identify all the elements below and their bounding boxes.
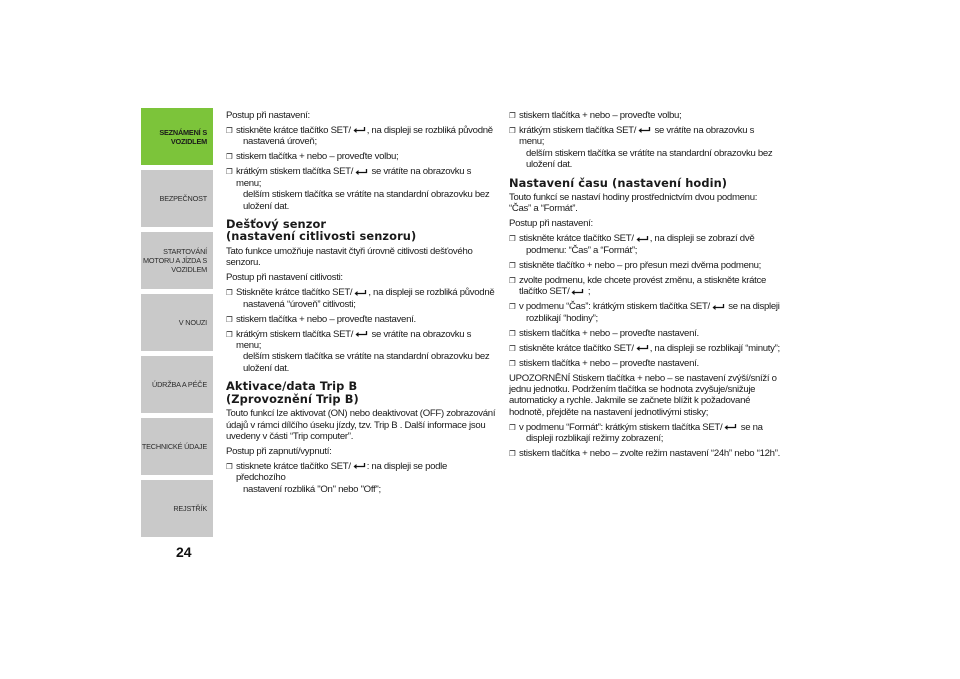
tab-udrzba[interactable] bbox=[141, 356, 213, 413]
body-text: Touto funkcí lze aktivovat (ON) nebo deaktivovat (OFF) zobrazování údajů v rámci dílčího úseku jízdy, tzv. Trip B . Další informace jsou uvedeny v části “Trip computer”. bbox=[226, 408, 496, 442]
list-item: ❐ stiskem tlačítka + nebo – proveďte volbu; bbox=[509, 110, 781, 121]
tab-bezpecnost[interactable] bbox=[141, 170, 213, 227]
list-item: ❐ stiskněte krátce tlačítko SET/ , na displeji se zobrazí dvě podmenu: “Čas” a “Formát”; bbox=[509, 233, 781, 256]
intro-text: Postup při nastavení: bbox=[226, 110, 310, 121]
return-arrow-icon bbox=[352, 126, 366, 134]
return-arrow-icon bbox=[353, 289, 367, 297]
chapter-sidebar bbox=[141, 108, 213, 542]
list-item: ❐ Stiskněte krátce tlačítko SET/ , na displeji se rozbliká původně nastavená “úroveň” citlivosti; bbox=[226, 287, 498, 310]
left-column bbox=[226, 110, 498, 499]
list-item: ❐ zvolte podmenu, kde chcete provést změnu, a stiskněte krátce tlačítko SET/ ; bbox=[509, 275, 781, 298]
return-arrow-icon bbox=[570, 288, 584, 296]
return-arrow-icon bbox=[635, 235, 649, 243]
tab-startovani[interactable] bbox=[141, 232, 213, 289]
body-text: Postup při nastavení: bbox=[509, 218, 593, 230]
list-item: ❐ krátkým stiskem tlačítka SET/ se vrátíte na obrazovku s menu; delším stiskem tlačítka se vrátíte na standardní obrazovku bez uložení dat. bbox=[226, 166, 498, 212]
tab-technicke-udaje[interactable] bbox=[141, 418, 213, 475]
tab-label: REJSTŘÍK bbox=[173, 504, 207, 513]
section-heading-clock: Nastavení času (nastavení hodin) bbox=[509, 175, 728, 190]
section-heading-trip-b: Aktivace/data Trip B (Zprovoznění Trip B) bbox=[226, 379, 359, 406]
list-item: ❐ stiskněte tlačítko + nebo – pro přesun mezi dvěma podmenu; bbox=[509, 260, 781, 271]
list-item: ❐ stiskem tlačítka + nebo – zvolte režim nastavení “24h” nebo “12h”. bbox=[509, 448, 781, 459]
tab-label: V NOUZI bbox=[178, 318, 207, 327]
return-arrow-icon bbox=[635, 344, 649, 352]
return-arrow-icon bbox=[637, 126, 651, 134]
list-item: ❐ v podmenu “Formát”: krátkým stiskem tlačítka SET/ se na displeji rozblikají režimy zobrazení; bbox=[509, 422, 781, 445]
list-item: ❐ stiskněte krátce tlačítko SET/ , na displeji se rozbliká původně nastavená úroveň; bbox=[226, 125, 498, 148]
note-text: UPOZORNĚNÍ Stiskem tlačítka + nebo – se nastavení zvýší/sníží o jednu jednotku. Podržením tlačítka se hodnota zvyšuje/snižuje automaticky a rychle. Jakmile se začnete blížit k požadované hodnotě, přejděte na nastavení jednotlivými stisky; bbox=[509, 372, 777, 418]
tab-seznameni[interactable] bbox=[141, 108, 213, 165]
body-text: Touto funkcí se nastaví hodiny prostřednictvím dvou podmenu: “Čas” a “Formát”. bbox=[509, 192, 758, 215]
section-heading-rain-sensor: Dešťový senzor (nastavení citlivosti senzoru) bbox=[226, 217, 417, 244]
return-arrow-icon bbox=[723, 423, 737, 431]
list-item: ❐ krátkým stiskem tlačítka SET/ se vrátíte na obrazovku s menu; delším stiskem tlačítka se vrátíte na standardní obrazovku bez uložení dat. bbox=[226, 329, 498, 375]
return-arrow-icon bbox=[352, 462, 366, 470]
tab-label: BEZPEČNOST bbox=[159, 194, 207, 203]
list-item: ❐ v podmenu “Čas”: krátkým stiskem tlačítka SET/ se na displeji rozblikají “hodiny”; bbox=[509, 301, 781, 324]
tab-v-nouzi[interactable] bbox=[141, 294, 213, 351]
return-arrow-icon bbox=[354, 330, 368, 338]
body-text: Postup při nastavení citlivosti: bbox=[226, 272, 343, 284]
list-item: ❐ stiskem tlačítka + nebo – proveďte nastavení. bbox=[509, 358, 781, 369]
list-item: ❐ stiskněte krátce tlačítko SET/ , na displeji se rozblikají “minuty”; bbox=[509, 343, 781, 354]
tab-label: ÚDRŽBA A PÉČE bbox=[152, 380, 207, 389]
tab-rejstrik[interactable] bbox=[141, 480, 213, 537]
body-text: Postup při zapnutí/vypnutí: bbox=[226, 445, 332, 457]
return-arrow-icon bbox=[711, 303, 725, 311]
page-number: 24 bbox=[176, 544, 192, 560]
list-item: ❐ stiskem tlačítka + nebo – proveďte nastavení. bbox=[226, 314, 498, 325]
list-item: ❐ krátkým stiskem tlačítka SET/ se vrátíte na obrazovku s menu; delším stiskem tlačítka se vrátíte na standardní obrazovku bez uložení dat. bbox=[509, 125, 781, 171]
list-item: ❐ stiskem tlačítka + nebo – proveďte volbu; bbox=[226, 151, 498, 162]
tab-label: SEZNÁMENÍ S VOZIDLEM bbox=[159, 127, 207, 146]
tab-label: STARTOVÁNÍ MOTORU A JÍZDA S VOZIDLEM bbox=[143, 247, 207, 274]
return-arrow-icon bbox=[354, 168, 368, 176]
tab-label: TECHNICKÉ ÚDAJE bbox=[141, 442, 207, 451]
right-column bbox=[509, 110, 781, 463]
list-item: ❐ stiskem tlačítka + nebo – proveďte nastavení. bbox=[509, 328, 781, 339]
body-text: Tato funkce umožňuje nastavit čtyři úrovně citlivosti dešťového senzoru. bbox=[226, 245, 473, 269]
list-item: ❐ stisknete krátce tlačítko SET/ : na displeji se podle předchozího nastavení rozbliká "On" nebo "Off"; bbox=[226, 461, 498, 495]
